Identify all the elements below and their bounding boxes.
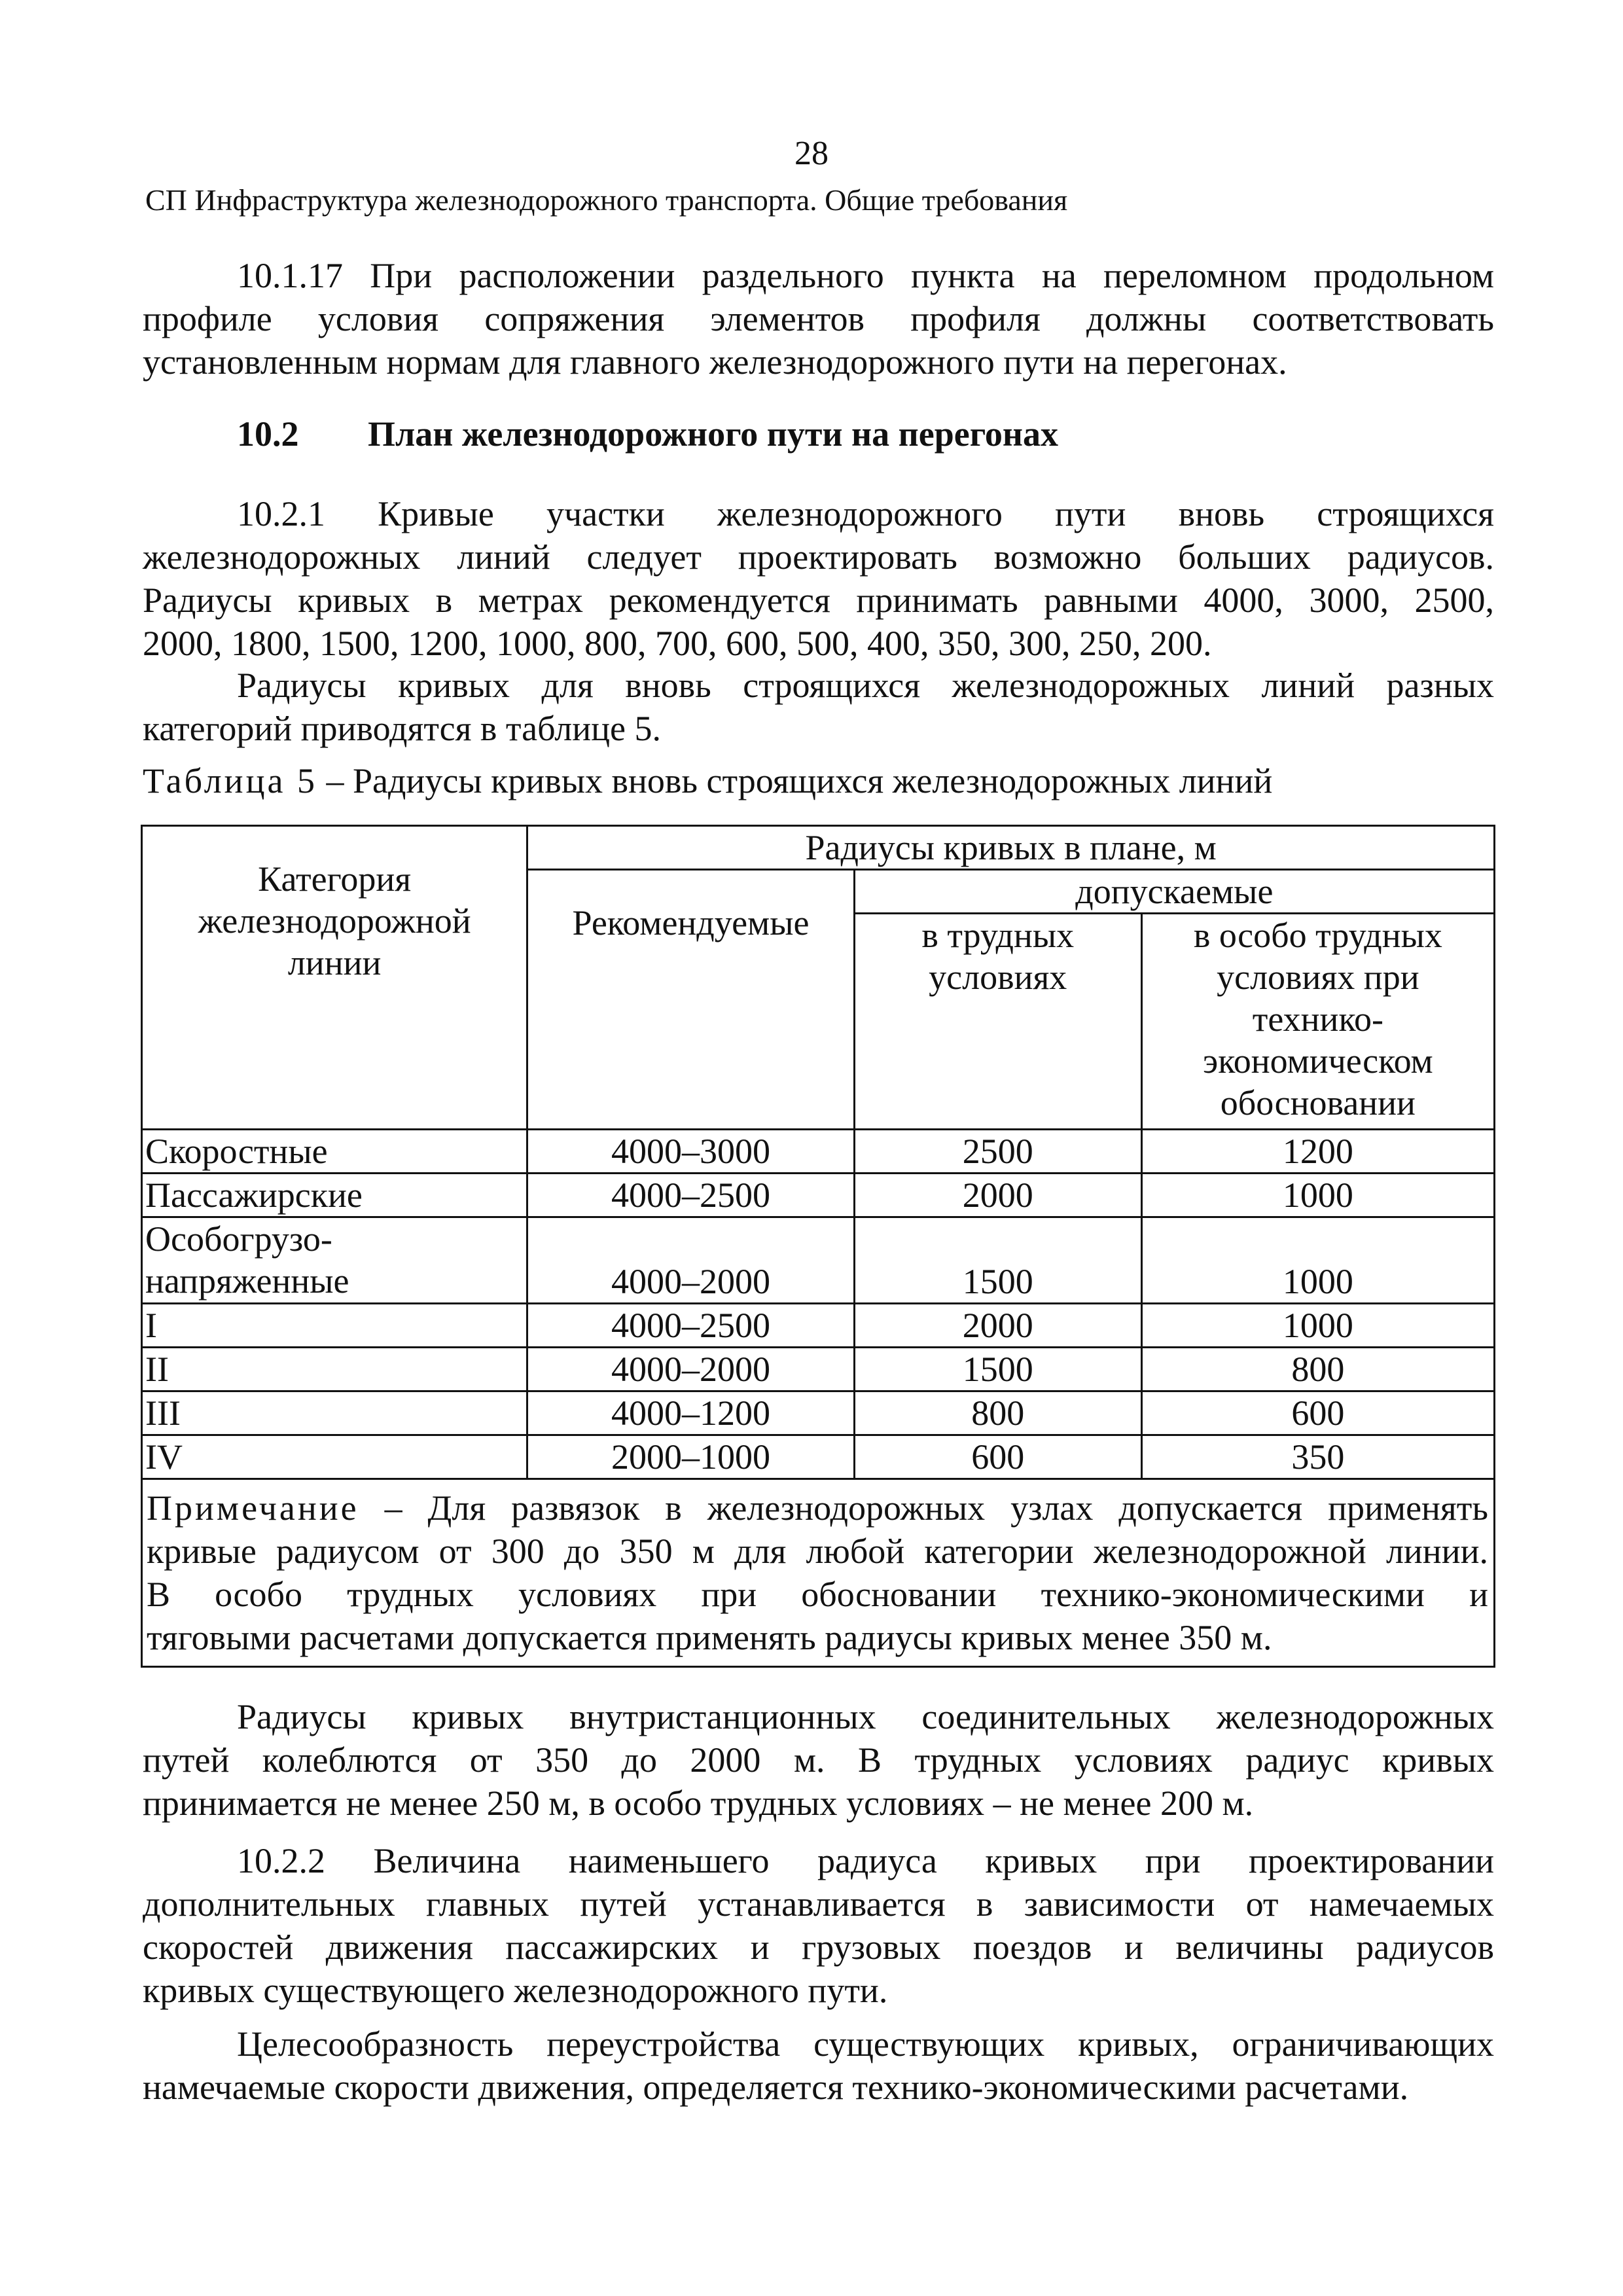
row-very-difficult: 600 [1141,1391,1494,1435]
paragraph-line: Радиусы кривых внутристанционных соединительных железнодорожных [237,1697,1494,1736]
row-recommended: 4000–2500 [527,1174,854,1217]
paragraph-line: путей колеблются от 350 до 2000 м. В трудных условиях радиус кривых [143,1740,1494,1780]
row-difficult: 600 [854,1435,1141,1479]
table-row [142,1391,1495,1435]
table-note [142,1479,1495,1667]
paragraph-line: Целесообразность переустройства существующих кривых, ограничивающих [237,2024,1494,2064]
table-caption-text: – Радиусы кривых вновь строящихся железнодорожных линий [317,761,1273,800]
running-title: СП Инфраструктура железнодорожного транспорта. Общие требования [145,183,1068,217]
row-very-difficult: 1200 [1141,1130,1494,1174]
table-row [142,1174,1495,1217]
paragraph-line: 10.1.17 При расположении раздельного пункта на переломном продольном [237,256,1494,295]
row-recommended: 4000–3000 [527,1130,854,1174]
row-recommended: 4000–2000 [527,1217,854,1304]
paragraph-reconstruction [143,2022,1494,2109]
row-very-difficult: 1000 [1141,1304,1494,1348]
row-very-difficult: 1000 [1141,1174,1494,1217]
table-caption-prefix: Таблица 5 [143,761,317,800]
paragraph-line: 2000, 1800, 1500, 1200, 1000, 800, 700, 600, 500, 400, 350, 300, 250, 200. [143,624,1212,663]
paragraph-line: категорий приводятся в таблице 5. [143,709,661,748]
row-category: Скоростные [142,1130,527,1174]
row-difficult: 1500 [854,1348,1141,1391]
paragraph-line: Радиусы кривых в метрах рекомендуется принимать равными 4000, 3000, 2500, [143,581,1494,620]
paragraph-table-reference [143,664,1494,750]
note-label: Примечание [147,1488,359,1528]
paragraph-line: 10.2.1 Кривые участки железнодорожного пути вновь строящихся [237,494,1494,533]
row-category: III [142,1391,527,1435]
section-title: План железнодорожного пути на перегонах [368,414,1059,454]
paragraph-line: 10.2.2 Величина наименьшего радиуса кривых при проектировании [237,1841,1494,1880]
row-category: II [142,1348,527,1391]
paragraph-line: намечаемые скорости движения, определяется технико-экономическими расчетами. [143,2068,1409,2107]
section-heading [237,412,1058,456]
row-difficult: 1500 [854,1217,1141,1304]
row-category: Пассажирские [142,1174,527,1217]
note-line [147,1486,1488,1530]
paragraph-10-1-17 [143,254,1494,384]
paragraph-line: дополнительных главных путей устанавливается в зависимости от намечаемых [143,1884,1494,1924]
note-line-text: – Для развязок в железнодорожных узлах допускается применять [359,1488,1488,1528]
header-radii-group: Радиусы кривых в плане, м [527,826,1495,870]
note-line: тяговыми расчетами допускается применять радиусы кривых менее 350 м. [147,1618,1272,1657]
row-recommended: 4000–1200 [527,1391,854,1435]
radii-table [141,825,1495,1668]
row-very-difficult: 800 [1141,1348,1494,1391]
row-category: I [142,1304,527,1348]
table-caption [143,759,1272,802]
row-recommended: 4000–2000 [527,1348,854,1391]
row-category: Особогрузо-напряженные [142,1217,527,1304]
row-very-difficult: 350 [1141,1435,1494,1479]
row-difficult: 2000 [854,1304,1141,1348]
table-row [142,1348,1495,1391]
paragraph-line: принимается не менее 250 м, в особо трудных условиях – не менее 200 м. [143,1784,1254,1823]
row-recommended: 4000–2500 [527,1304,854,1348]
row-very-difficult: 1000 [1141,1217,1494,1304]
row-category: IV [142,1435,527,1479]
page-number: 28 [794,135,829,172]
paragraph-line: железнодорожных линий следует проектировать возможно больших радиусов. [143,537,1494,577]
row-difficult: 2500 [854,1130,1141,1174]
paragraph-10-2-1 [143,492,1494,665]
row-recommended: 2000–1000 [527,1435,854,1479]
table-row [142,1130,1495,1174]
header-category: Категория железнодорожной линии [142,826,527,1130]
paragraph-station-curves [143,1695,1494,1825]
paragraph-line: скоростей движения пассажирских и грузовых поездов и величины радиусов [143,1928,1494,1967]
header-recommended: Рекомендуемые [527,870,854,1130]
table-note-row [142,1479,1495,1667]
table-row [142,1304,1495,1348]
note-line: кривые радиусом от 300 до 350 м для любой категории железнодорожной линии. [147,1532,1488,1571]
header-allowed-group: допускаемые [854,870,1494,914]
paragraph-line: Радиусы кривых для вновь строящихся железнодорожных линий разных [237,666,1494,705]
table-row [142,1217,1495,1304]
section-number: 10.2 [237,414,299,454]
paragraph-line: кривых существующего железнодорожного пути. [143,1971,888,2010]
paragraph-line: установленным нормам для главного железнодорожного пути на перегонах. [143,342,1287,382]
paragraph-10-2-2 [143,1839,1494,2012]
row-difficult: 2000 [854,1174,1141,1217]
header-very-difficult: в особо трудных условиях при технико-экономическом обосновании [1141,914,1494,1130]
table-row [142,1435,1495,1479]
paragraph-line: профиле условия сопряжения элементов профиля должны соответствовать [143,299,1494,338]
header-difficult: в трудных условиях [854,914,1141,1130]
note-line: В особо трудных условиях при обосновании технико-экономическими и [147,1575,1488,1614]
row-difficult: 800 [854,1391,1141,1435]
